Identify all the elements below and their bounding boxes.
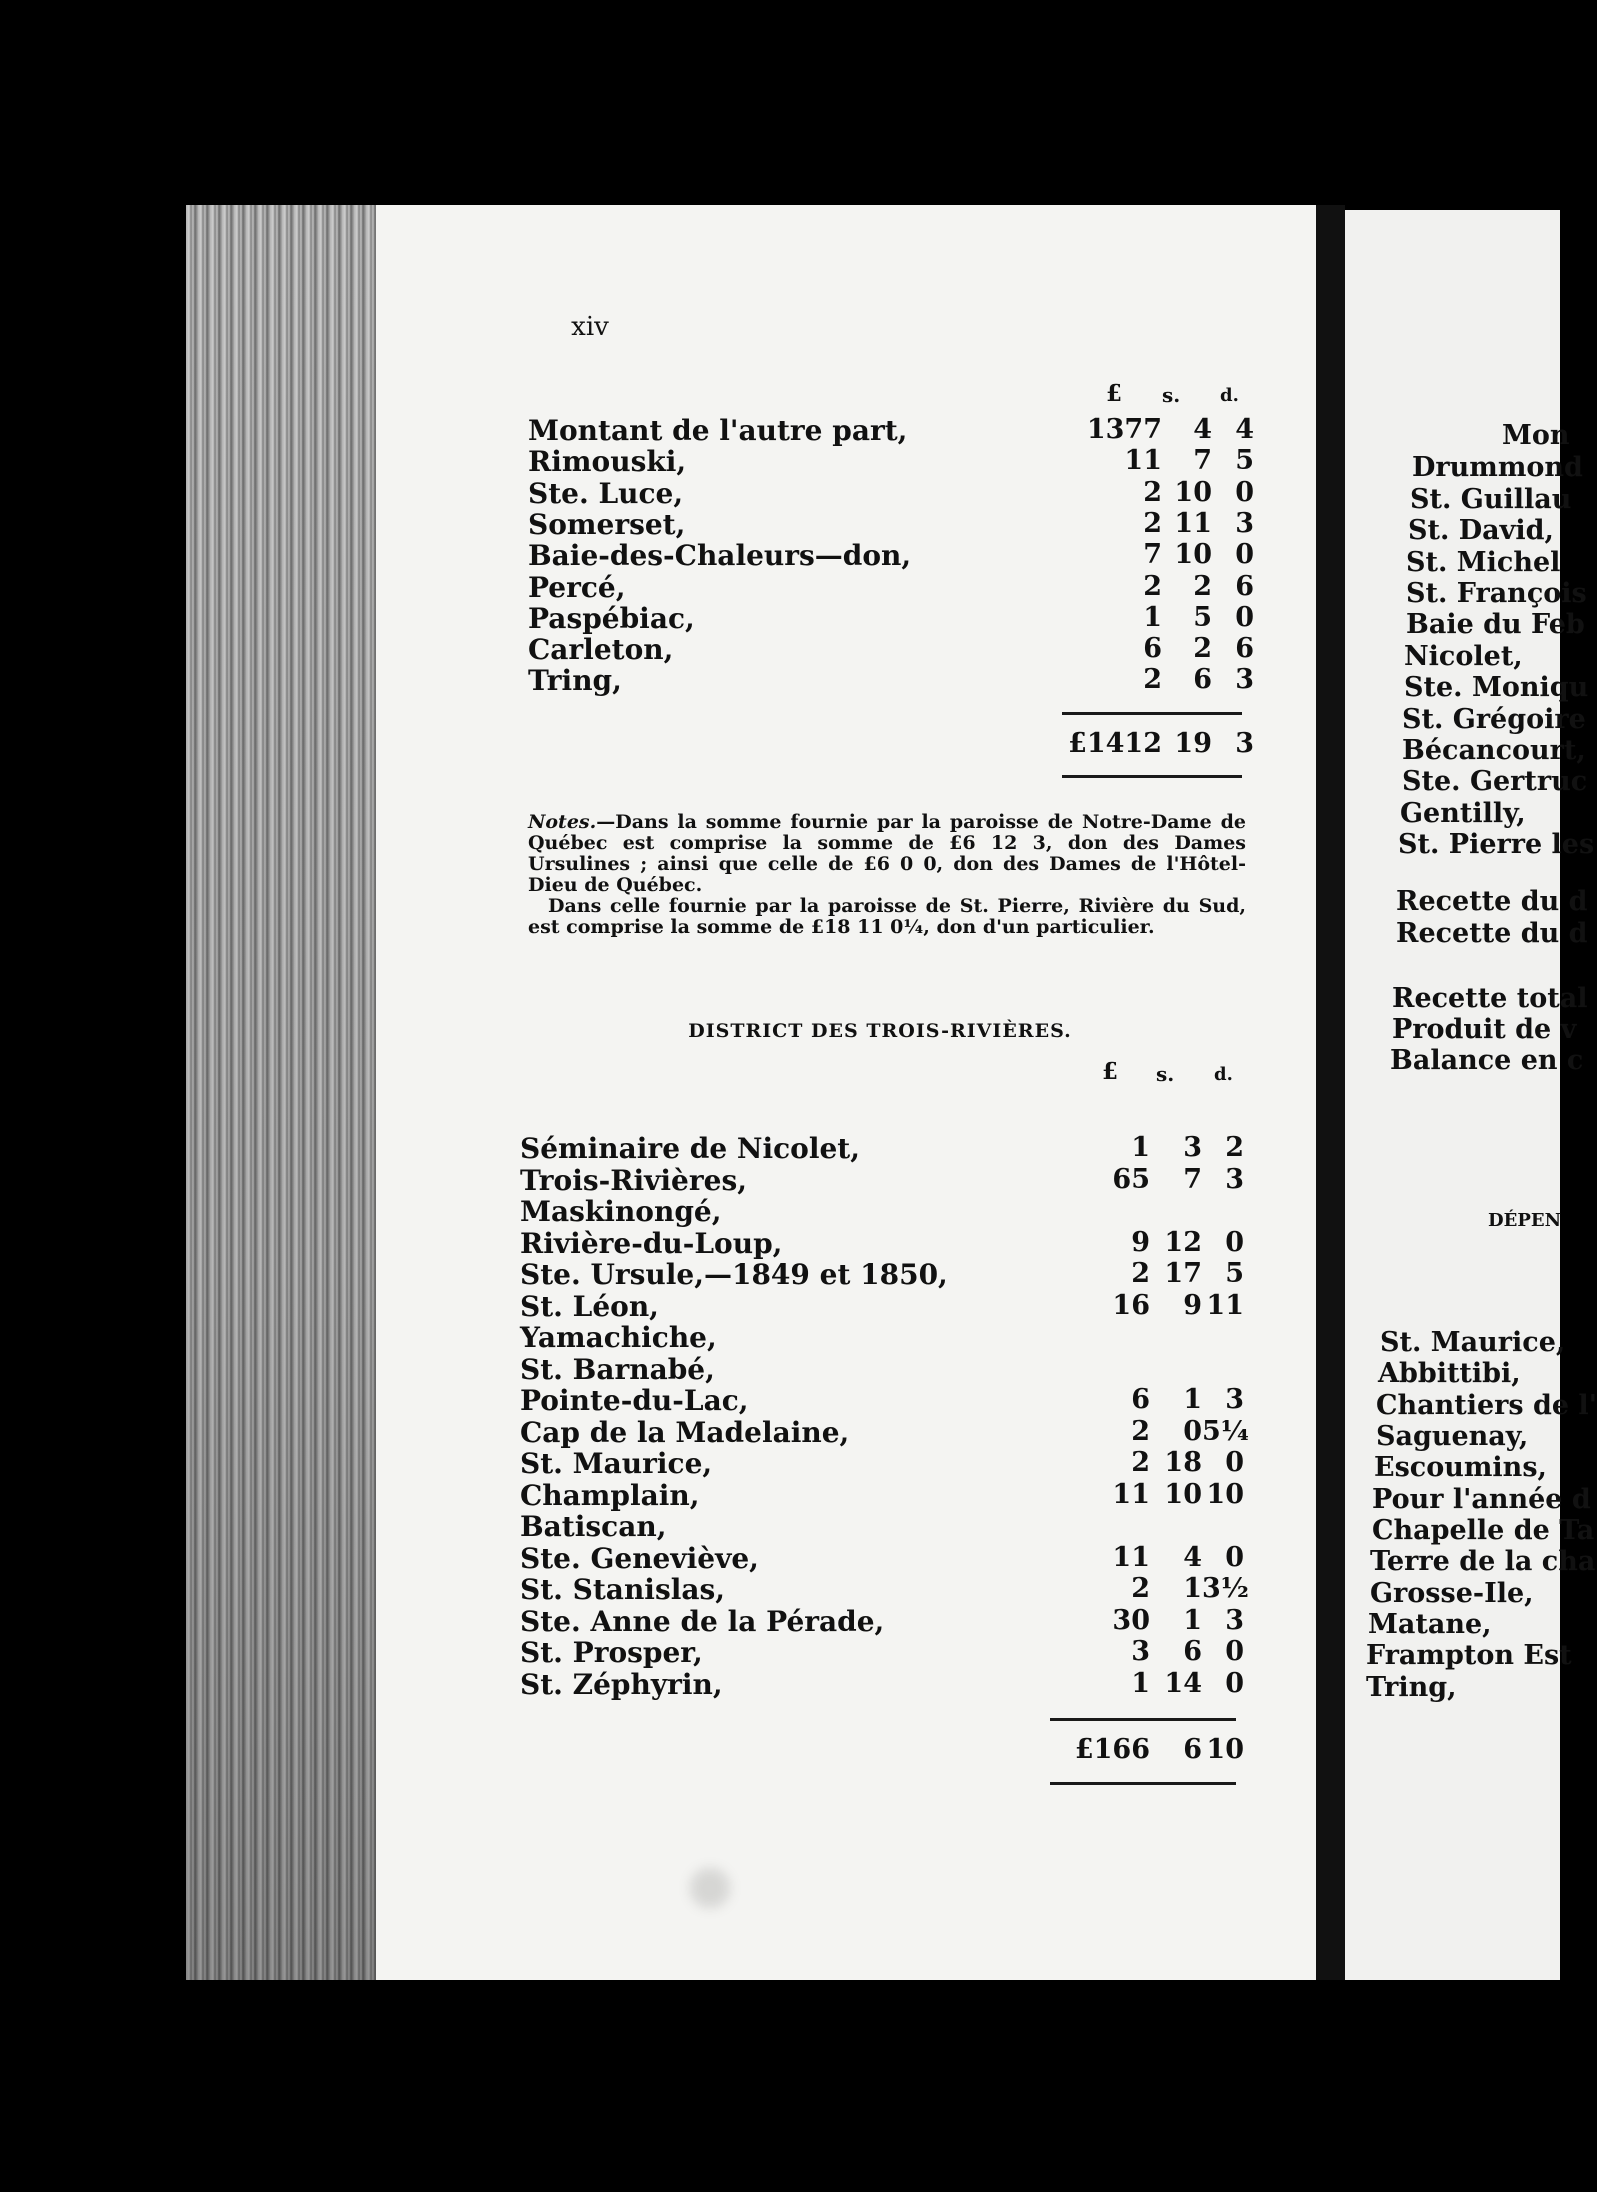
row-name: Yamachiche, bbox=[520, 1321, 717, 1354]
row-name: Cap de la Madelaine, bbox=[520, 1415, 850, 1449]
row-shillings: 1 bbox=[1183, 1573, 1202, 1604]
row-pounds: 2 bbox=[1143, 507, 1162, 539]
row-name: St. Maurice, bbox=[520, 1447, 713, 1480]
section2-total-pounds: £166 bbox=[1074, 1734, 1150, 1765]
right-page-line: Gentilly, bbox=[1400, 798, 1526, 829]
table-row bbox=[520, 1667, 1244, 1701]
row-name: St. Zéphyrin, bbox=[520, 1667, 723, 1701]
right-page-line: Escoumins, bbox=[1374, 1452, 1547, 1483]
row-name: Batiscan, bbox=[520, 1510, 667, 1543]
section1-total-shillings: 19 bbox=[1174, 728, 1212, 759]
right-page-line: Frampton Est bbox=[1366, 1640, 1572, 1671]
right-page-line: Ste. Moniqu bbox=[1404, 672, 1589, 703]
row-name: Ste. Anne de la Pérade, bbox=[520, 1604, 885, 1638]
row-pounds: 11 bbox=[1112, 1541, 1150, 1573]
table-row bbox=[520, 1510, 1240, 1541]
row-shillings: 10 bbox=[1164, 1478, 1202, 1510]
row-name: Champlain, bbox=[520, 1478, 700, 1512]
row-pounds: 2 bbox=[1131, 1415, 1150, 1447]
row-name: Pointe-du-Lac, bbox=[520, 1384, 749, 1417]
row-pounds: 16 bbox=[1112, 1289, 1150, 1321]
row-shillings: 9 bbox=[1183, 1289, 1202, 1321]
right-page-line: St. Guillau bbox=[1410, 484, 1572, 515]
row-name: St. Stanislas, bbox=[520, 1573, 725, 1606]
row-pence: 3 bbox=[1225, 1384, 1244, 1415]
row-pounds: 2 bbox=[1131, 1258, 1150, 1289]
row-pence: 2 bbox=[1225, 1132, 1244, 1163]
row-name: Percé, bbox=[528, 570, 626, 604]
table-row bbox=[520, 1604, 1244, 1638]
row-pounds: 2 bbox=[1143, 570, 1162, 602]
row-name: Paspébiac, bbox=[528, 601, 695, 635]
row-pence: 0 bbox=[1235, 476, 1254, 508]
row-pounds: 9 bbox=[1131, 1226, 1150, 1258]
row-name: Somerset, bbox=[528, 507, 686, 541]
right-page-line: St. Pierre les bbox=[1398, 829, 1595, 860]
row-pence: 0 bbox=[1235, 539, 1254, 571]
section1-total-pence: 3 bbox=[1235, 728, 1254, 759]
right-page-line: St. Grégoire bbox=[1402, 704, 1586, 735]
row-name: Baie-des-Chaleurs—don, bbox=[528, 539, 912, 573]
right-page-line: St. Maurice, bbox=[1380, 1327, 1566, 1358]
right-page-line: Terre de la cha bbox=[1370, 1546, 1596, 1577]
section1-sum-rule bbox=[1062, 712, 1242, 715]
table-row bbox=[520, 1478, 1244, 1512]
table-row bbox=[528, 570, 1254, 604]
right-page-line: Balance en c bbox=[1390, 1045, 1584, 1076]
section2-total-underline bbox=[1050, 1782, 1236, 1785]
section2-total-row bbox=[520, 1734, 1244, 1765]
row-pounds: 3 bbox=[1131, 1636, 1150, 1667]
row-pence: 3 bbox=[1225, 1163, 1244, 1195]
right-page-line: Recette du d bbox=[1396, 918, 1588, 949]
right-page-line: Drummond bbox=[1412, 452, 1583, 483]
table-row bbox=[520, 1163, 1244, 1197]
row-pence: 0 bbox=[1225, 1541, 1244, 1573]
row-shillings: 6 bbox=[1193, 664, 1212, 696]
row-shillings: 4 bbox=[1183, 1541, 1202, 1573]
right-page-line: Abbittibi, bbox=[1378, 1358, 1521, 1389]
row-name: Montant de l'autre part, bbox=[528, 414, 908, 447]
row-pence: 3 bbox=[1235, 664, 1254, 696]
row-shillings: 1 bbox=[1183, 1604, 1202, 1636]
row-name: Séminaire de Nicolet, bbox=[520, 1132, 860, 1165]
pounds-header: £ bbox=[1106, 380, 1123, 407]
table-row bbox=[520, 1384, 1244, 1417]
row-pounds: 6 bbox=[1131, 1384, 1150, 1415]
row-pounds: 1 bbox=[1131, 1132, 1150, 1163]
row-pence: 5 bbox=[1235, 445, 1254, 477]
row-name: St. Prosper, bbox=[520, 1636, 703, 1669]
row-name: Ste. Ursule,—1849 et 1850, bbox=[520, 1258, 948, 1291]
table-row bbox=[520, 1226, 1244, 1260]
row-pounds: 2 bbox=[1131, 1573, 1150, 1604]
row-pounds: 2 bbox=[1131, 1447, 1150, 1478]
right-page-line: St. David, bbox=[1408, 515, 1554, 546]
row-shillings: 11 bbox=[1174, 507, 1212, 539]
right-page-line: Nicolet, bbox=[1404, 641, 1523, 672]
section1-total-underline bbox=[1062, 775, 1242, 778]
row-pence: 5¼ bbox=[1202, 1415, 1249, 1447]
table-row bbox=[528, 414, 1254, 447]
notes-paragraph-1: —Dans la somme fournie par la paroisse de Notre-Dame de Québec est comprise la somme de £6 12 3, don des Dames Ursulines ; ainsi que celle de £6 0 0, don des Dames de l'Hôtel-Dieu de Québec. bbox=[528, 811, 1246, 896]
section2-total-shillings: 6 bbox=[1183, 1734, 1202, 1765]
row-pence: 3 bbox=[1235, 507, 1254, 539]
table-row bbox=[520, 1636, 1244, 1669]
row-shillings: 17 bbox=[1164, 1258, 1202, 1289]
table-row bbox=[528, 664, 1254, 698]
section1-total-pounds: £1412 bbox=[1068, 728, 1162, 759]
row-pounds: 11 bbox=[1124, 445, 1162, 477]
right-page-line: Bécancourt, bbox=[1402, 735, 1586, 766]
row-name: St. Léon, bbox=[520, 1289, 659, 1323]
row-pounds: 2 bbox=[1143, 664, 1162, 696]
row-name: Carleton, bbox=[528, 633, 674, 667]
right-page-line: St. François bbox=[1406, 578, 1587, 609]
book-gutter bbox=[1316, 205, 1345, 1980]
row-pence: 6 bbox=[1235, 570, 1254, 602]
table-row bbox=[528, 476, 1254, 510]
table-row bbox=[528, 507, 1254, 541]
table-row bbox=[520, 1258, 1244, 1291]
row-shillings: 7 bbox=[1193, 445, 1212, 477]
row-shillings: 10 bbox=[1174, 539, 1212, 571]
right-page-line: Tring, bbox=[1366, 1672, 1457, 1703]
table-row bbox=[520, 1415, 1249, 1449]
right-page-line: Produit de v bbox=[1392, 1014, 1577, 1045]
row-pounds: 6 bbox=[1143, 633, 1162, 665]
paper-stain bbox=[690, 1868, 730, 1908]
right-page-line: Matane, bbox=[1368, 1609, 1492, 1640]
shillings-header: s. bbox=[1162, 383, 1181, 407]
right-page-line: St. Michel bbox=[1406, 547, 1561, 578]
table-row bbox=[528, 601, 1254, 635]
table-row bbox=[528, 633, 1254, 667]
row-shillings: 6 bbox=[1183, 1636, 1202, 1667]
table-row bbox=[520, 1573, 1249, 1606]
row-shillings: 10 bbox=[1174, 476, 1212, 508]
row-shillings: 4 bbox=[1193, 414, 1212, 445]
row-pounds: 2 bbox=[1143, 476, 1162, 508]
row-shillings: 18 bbox=[1164, 1447, 1202, 1478]
row-pence: 0 bbox=[1225, 1447, 1244, 1478]
row-shillings: 1 bbox=[1183, 1384, 1202, 1415]
book-page-edges bbox=[186, 205, 376, 1980]
right-page-line: Grosse-Ile, bbox=[1370, 1578, 1534, 1609]
row-pounds: 1 bbox=[1143, 601, 1162, 633]
row-pounds: 65 bbox=[1112, 1163, 1150, 1195]
right-page-line: Chantiers de l' bbox=[1376, 1390, 1597, 1421]
pence-header-2: d. bbox=[1214, 1064, 1233, 1085]
right-page-line: Baie du Feb bbox=[1406, 609, 1585, 640]
table-row bbox=[520, 1447, 1244, 1480]
table-row bbox=[528, 445, 1254, 479]
section1-total-row bbox=[528, 728, 1254, 759]
row-pence: 10 bbox=[1206, 1478, 1244, 1510]
section2-sum-rule bbox=[1050, 1718, 1236, 1721]
row-name: Tring, bbox=[528, 664, 622, 698]
row-pounds: 1377 bbox=[1086, 414, 1162, 445]
pence-header: d. bbox=[1220, 385, 1239, 406]
row-name: Ste. Geneviève, bbox=[520, 1541, 759, 1575]
row-pence: 0 bbox=[1225, 1226, 1244, 1258]
section2-total-pence: 10 bbox=[1206, 1734, 1244, 1765]
right-page-line: Chapelle de Ta bbox=[1372, 1515, 1595, 1546]
row-pence: 6 bbox=[1235, 633, 1254, 665]
row-pence: 0 bbox=[1235, 601, 1254, 633]
right-page-line: Saguenay, bbox=[1376, 1421, 1529, 1452]
row-pence: 0 bbox=[1225, 1636, 1244, 1667]
row-pounds: 7 bbox=[1143, 539, 1162, 571]
right-page bbox=[1345, 210, 1597, 1980]
table-row bbox=[520, 1321, 1240, 1352]
notes-paragraph-2: Dans celle fournie par la paroisse de St. Pierre, Rivière du Sud, est comprise la somme de £18 11 0¼, don d'un particulier. bbox=[528, 895, 1246, 938]
table-row bbox=[520, 1541, 1244, 1575]
notes-block bbox=[528, 812, 1246, 938]
page-number: xiv bbox=[571, 312, 609, 342]
row-pence: 0 bbox=[1225, 1667, 1244, 1699]
row-shillings: 7 bbox=[1183, 1163, 1202, 1195]
shillings-header-2: s. bbox=[1156, 1062, 1175, 1086]
right-page-line: Ste. Gertruc bbox=[1402, 766, 1588, 797]
row-name: Trois-Rivières, bbox=[520, 1163, 747, 1197]
row-shillings: 14 bbox=[1164, 1667, 1202, 1699]
table-row bbox=[520, 1132, 1244, 1165]
row-pence: 11 bbox=[1206, 1289, 1244, 1321]
row-pounds: 1 bbox=[1131, 1667, 1150, 1699]
row-name: St. Barnabé, bbox=[520, 1352, 715, 1386]
right-page-line: Pour l'année d bbox=[1372, 1484, 1591, 1515]
row-pence: 3½ bbox=[1202, 1573, 1249, 1604]
pounds-header-2: £ bbox=[1102, 1058, 1119, 1085]
row-pence: 4 bbox=[1235, 414, 1254, 445]
row-name: Ste. Luce, bbox=[528, 476, 684, 510]
row-shillings: 5 bbox=[1193, 601, 1212, 633]
row-shillings: 3 bbox=[1183, 1132, 1202, 1163]
table-row bbox=[520, 1353, 1240, 1384]
district-title: DISTRICT DES TROIS-RIVIÈRES. bbox=[688, 1020, 1072, 1042]
right-page-line: Recette du d bbox=[1396, 886, 1588, 917]
row-pence: 5 bbox=[1225, 1258, 1244, 1289]
right-page-line: DÉPEN bbox=[1488, 1210, 1562, 1231]
row-shillings: 2 bbox=[1193, 570, 1212, 602]
row-name: Maskinongé, bbox=[520, 1195, 722, 1228]
table-row bbox=[520, 1195, 1240, 1226]
row-name: Rivière-du-Loup, bbox=[520, 1226, 783, 1260]
right-page-line: Mon bbox=[1502, 420, 1570, 451]
right-page-line: Recette total bbox=[1392, 983, 1588, 1014]
table-row bbox=[528, 539, 1254, 573]
row-pounds: 30 bbox=[1112, 1604, 1150, 1636]
row-pence: 3 bbox=[1225, 1604, 1244, 1636]
row-shillings: 2 bbox=[1193, 633, 1212, 665]
row-shillings: 12 bbox=[1164, 1226, 1202, 1258]
row-shillings: 0 bbox=[1183, 1415, 1202, 1447]
notes-label: Notes. bbox=[528, 811, 597, 833]
table-row bbox=[520, 1289, 1244, 1323]
row-pounds: 11 bbox=[1112, 1478, 1150, 1510]
row-name: Rimouski, bbox=[528, 445, 687, 479]
